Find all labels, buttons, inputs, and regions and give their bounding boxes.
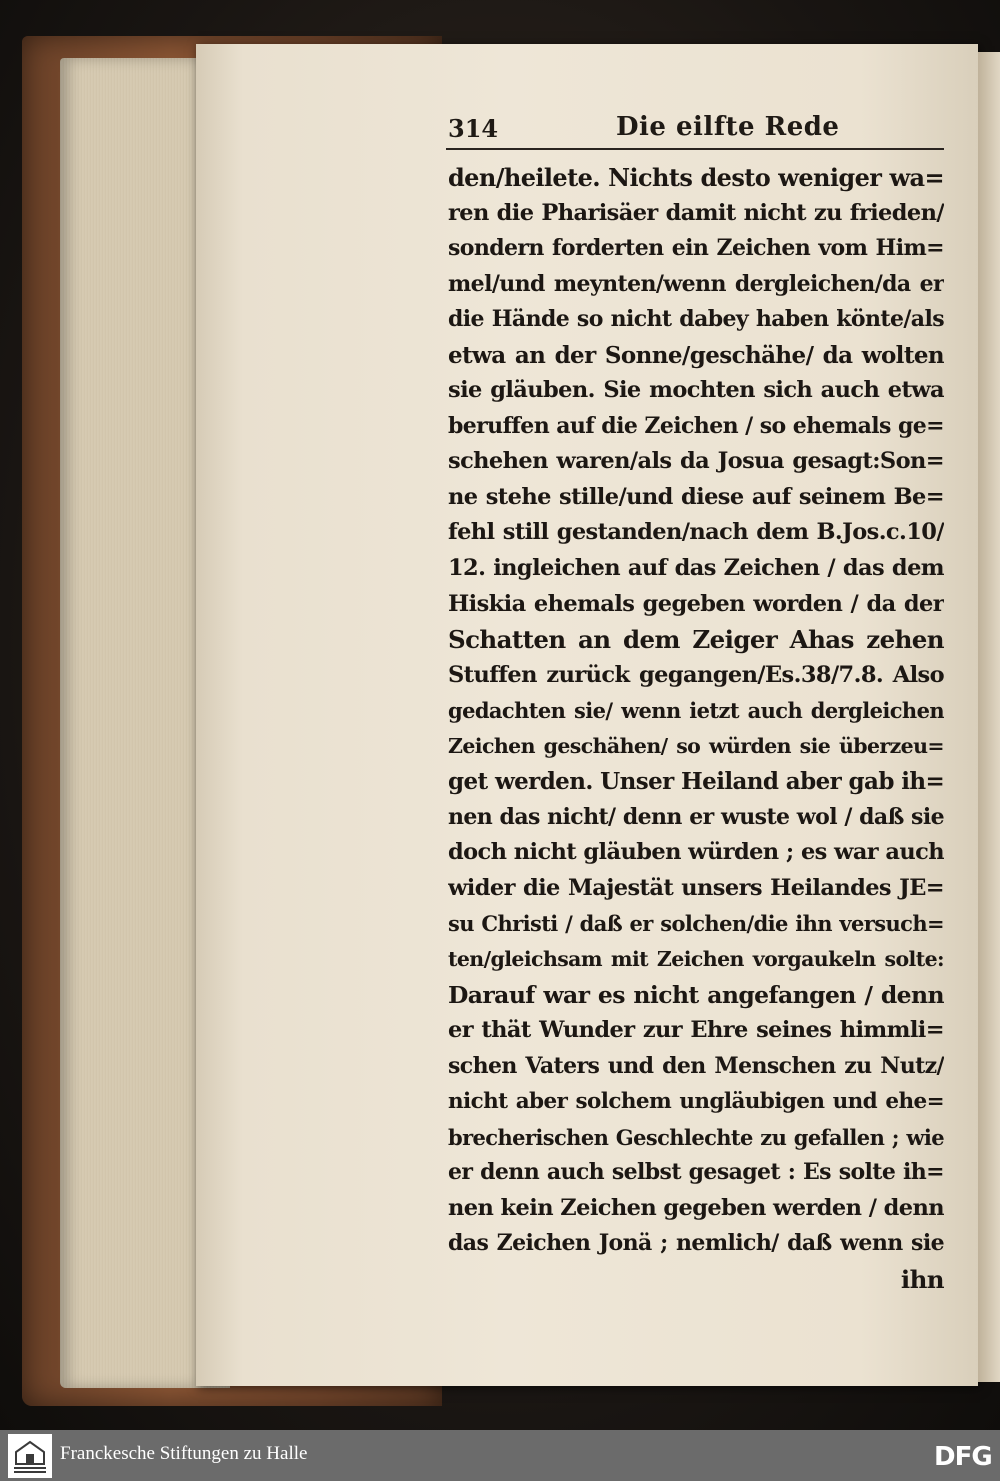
- text-line: Darauf war es nicht angefangen / denn: [448, 980, 944, 1009]
- institution-name: Franckesche Stiftungen zu Halle: [60, 1443, 308, 1464]
- text-line: Zeichen geschähen/ so würden sie überzeu=: [448, 733, 944, 758]
- text-line: nen kein Zeichen gegeben werden / denn: [448, 1194, 944, 1221]
- text-line: Schatten an dem Zeiger Ahas zehen: [448, 625, 944, 655]
- text-line: get werden. Unser Heiland aber gab ih=: [448, 768, 944, 796]
- text-line: wider die Majestät unsers Heilandes JE=: [448, 874, 944, 901]
- text-line: das Zeichen Jonä ; nemlich/ daß wenn sie: [448, 1230, 944, 1257]
- body-text: [448, 160, 944, 1298]
- text-line: brecherischen Geschlechte zu gefallen ; wie: [448, 1124, 944, 1150]
- text-line: ten/gleichsam mit Zeichen vorgaukeln solte:: [448, 947, 944, 972]
- text-line: nen das nicht/ denn er wuste wol / daß sie: [448, 803, 944, 830]
- running-title: Die eilfte Rede: [616, 112, 840, 142]
- text-line: die Hände so nicht dabey haben könte/als: [448, 306, 944, 333]
- text-line: gedachten sie/ wenn ietzt auch dergleichen: [448, 698, 944, 724]
- text-line: er denn auch selbst gesaget : Es solte ih=: [448, 1159, 944, 1186]
- text-line: sondern forderten ein Zeichen vom Him=: [448, 235, 944, 262]
- text-line: sie gläuben. Sie mochten sich auch etwa: [448, 377, 944, 404]
- text-line: mel/und meynten/wenn dergleichen/da er: [448, 270, 944, 297]
- text-line: 12. ingleichen auf das Zeichen / das dem: [448, 555, 944, 582]
- text-line: ne stehe stille/und diese auf seinem Be=: [448, 483, 944, 510]
- page-number: 314: [448, 114, 499, 143]
- facing-page-edge: [978, 52, 1000, 1382]
- text-line: ihn: [900, 1264, 944, 1294]
- text-line: nicht aber solchem ungläubigen und ehe=: [448, 1089, 944, 1115]
- text-line: er thät Wunder zur Ehre seines himmli=: [448, 1017, 944, 1044]
- text-line: fehl still gestanden/nach dem B.Jos.c.10/: [448, 519, 944, 546]
- header-rule: [446, 148, 944, 150]
- text-line: beruffen auf die Zeichen / so ehemals ge=: [448, 412, 944, 439]
- dfg-logo: DFG: [934, 1442, 992, 1472]
- page-header: [446, 106, 946, 150]
- text-line: su Christi / daß er solchen/die ihn versuch=: [448, 911, 944, 937]
- text-line: den/heilete. Nichts desto weniger wa=: [448, 163, 944, 192]
- text-line: etwa an der Sonne/geschähe/ da wolten: [448, 341, 944, 369]
- text-line: doch nicht gläuben würden ; es war auch: [448, 839, 944, 866]
- text-line: schehen waren/als da Josua gesagt:Son=: [448, 448, 944, 475]
- text-line: ren die Pharisäer damit nicht zu frieden/: [448, 199, 944, 226]
- text-line: Stuffen zurück gegangen/Es.38/7.8. Also: [448, 661, 944, 688]
- text-line: schen Vaters und den Menschen zu Nutz/: [448, 1052, 944, 1079]
- franckesche-stiftungen-logo-icon: [8, 1434, 52, 1478]
- text-line: Hiskia ehemals gegeben worden / da der: [448, 590, 944, 617]
- footer-bar: [0, 1430, 1000, 1481]
